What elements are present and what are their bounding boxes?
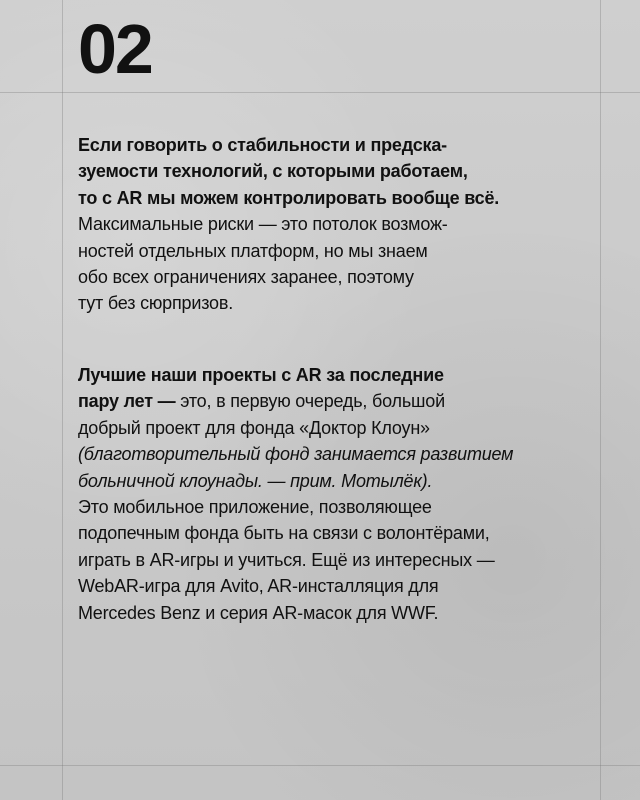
text-line: Это мобильное приложение, позволяющее [78,497,432,518]
text-fragment: это, в первую очередь, большой [175,391,445,412]
paragraph-stability [78,132,598,317]
grid-line-right [600,0,601,800]
bold-line: зуемости технологий, с которыми работаем, [78,161,468,182]
text-line: ностей отдельных платформ, но мы знаем [78,240,428,261]
grid-line-top [0,92,640,93]
text-line: тут без сюрпризов. [78,293,234,314]
italic-line: (благотворительный фонд занимается развитием [78,444,514,465]
grid-line-bottom [0,765,640,766]
paragraph-projects [78,362,598,626]
text-line: обо всех ограничениях заранее, поэтому [78,267,414,288]
bold-line: то с AR мы можем контролировать вообще всё. [78,187,500,208]
text-line: добрый проект для фонда «Доктор Клоун» [78,417,430,438]
grid-line-left [62,0,63,800]
text-line: играть в AR-игры и учиться. Ещё из интересных — [78,549,495,570]
italic-line: больничной клоунады. — прим. Мотылёк). [78,470,433,491]
page-number-heading: 02 [78,10,152,88]
text-line: Максимальные риски — это потолок возмож- [78,214,448,235]
text-line: Mercedes Benz и серия AR-масок для WWF. [78,602,439,623]
mixed-line [78,388,598,414]
text-line: подопечным фонда быть на связи с волонтёрами, [78,523,490,544]
bold-fragment: пару лет — [78,391,176,412]
bold-line: Если говорить о стабильности и предска- [78,135,447,155]
bold-line: Лучшие наши проекты с AR за последние [78,365,444,385]
text-line: WebAR-игра для Avito, AR-инсталляция для [78,576,439,597]
